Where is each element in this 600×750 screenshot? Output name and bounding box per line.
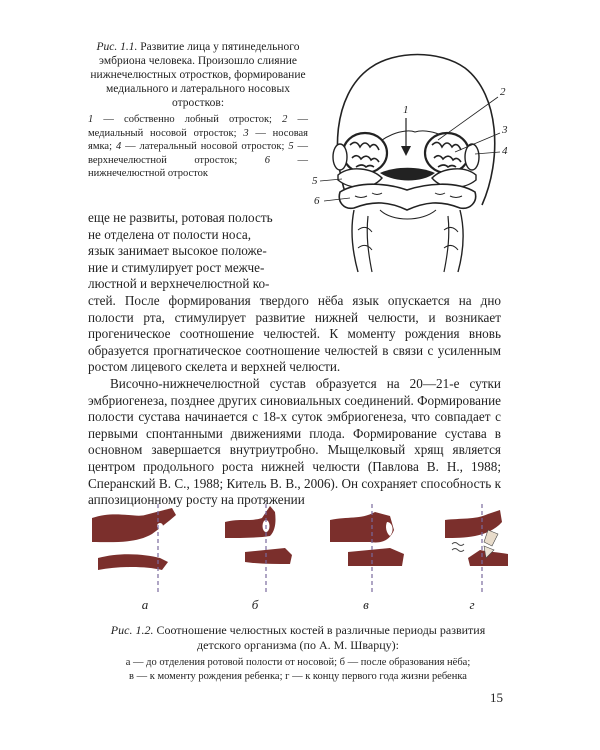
legend-num: 4 — [115, 141, 122, 152]
body-line: не отделена от полости носа, — [88, 226, 251, 242]
paragraph-2: Височно-нижнечелюстной сустав образуется на 20—21-е сутки эмбриогенеза, позднее других синовиальных соединений. Формирование полости сустава начинается с 18-х суток эмбриогенеза, что совпадает с первыми спонтанными движениями плода. Формирование сустава в основном завершается внутриутробно. Мыщелковый хрящ является центром продольного роста нижней челюсти (Павлова В. Н., 1988; Сперанский В. С., 1988; Китель В. В., 2006). Он сохраняет способность к аппозиционному росту на протяжении — [88, 375, 501, 508]
diagram-g — [445, 504, 508, 592]
sublabel-a: а — [141, 597, 149, 612]
legend-num: 1 — [88, 114, 94, 125]
body-main-text — [88, 293, 501, 509]
label-6: 6 — [314, 195, 320, 207]
label-5: 5 — [312, 175, 318, 187]
legend-num: 6 — [264, 154, 271, 166]
legend-num: 2 — [282, 114, 288, 125]
embryo-face-illustration — [310, 40, 520, 290]
legend-text: — медиальный носовой отросток; — [88, 114, 309, 139]
figure2-legend-line: а — до отделения ротовой полости от носовой; б — после образования нёба; — [125, 657, 471, 668]
diagram-b — [225, 504, 292, 592]
legend-text: — латеральный носовой отросток; — [121, 141, 289, 152]
legend-text: — верхнечелюстной отросток; — [88, 141, 309, 166]
body-wrapped-text — [88, 210, 310, 293]
legend-num: 3 — [243, 127, 249, 139]
body-line: язык занимает высокое положе- — [88, 243, 267, 259]
figure1-caption-text: Развитие лица у пятинедельного эмбриона человека. Произошло слияние нижнечелюстных отростков, формирование медиального и латерального носовых отростков: — [90, 41, 306, 109]
paragraph-1-continued: стей. После формирования твердого нёба язык опускается на дно полости рта, стимулирует развитие нижней челюсти, и возникает прогеническое соотношение челюстей. К моменту рождения вновь образуется прогнатическое соотношение челюстей в связи с усиленным ростом лицевого скелета и верхней челюсти. — [88, 293, 501, 375]
body-line: ние и стимулирует рост межче- — [88, 259, 265, 275]
label-1: 1 — [403, 104, 409, 116]
sublabel-v: в — [363, 597, 369, 612]
legend-num: 5 — [288, 141, 294, 152]
figure2-caption — [88, 623, 508, 653]
page-number: 15 — [490, 690, 503, 705]
figure2-legend — [80, 656, 516, 684]
body-line: люстной и верхнечелюстной ко- — [88, 276, 270, 292]
jaw-relation-diagrams — [90, 500, 510, 595]
sublabel-g: г — [469, 597, 475, 612]
figure2-caption-label: Рис. 1.2. — [110, 623, 154, 637]
diagram-v — [330, 504, 404, 592]
figure2-caption-text: Соотношение челюстных костей в различные периоды развития детского организма (по А. М. Шварцу): — [153, 623, 486, 652]
label-4: 4 — [502, 145, 508, 157]
legend-text: — нижнечелюстной отросток — [88, 154, 308, 179]
figure1-caption-label: Рис. 1.1. — [96, 41, 138, 53]
figure2-legend-line: в — к моменту рождения ребенка; г — к концу первого года жизни ребенка — [129, 671, 467, 682]
body-line: еще не развиты, ротовая полость — [88, 210, 273, 225]
sublabel-b: б — [251, 597, 259, 612]
diagram-a — [92, 504, 176, 592]
label-2: 2 — [500, 86, 506, 98]
legend-text: — носовая ямка; — [88, 127, 308, 152]
figure1-legend — [88, 113, 308, 181]
figure1-caption — [88, 40, 308, 110]
label-3: 3 — [502, 124, 508, 136]
legend-text: — собственно лобный отросток; — [93, 114, 283, 125]
